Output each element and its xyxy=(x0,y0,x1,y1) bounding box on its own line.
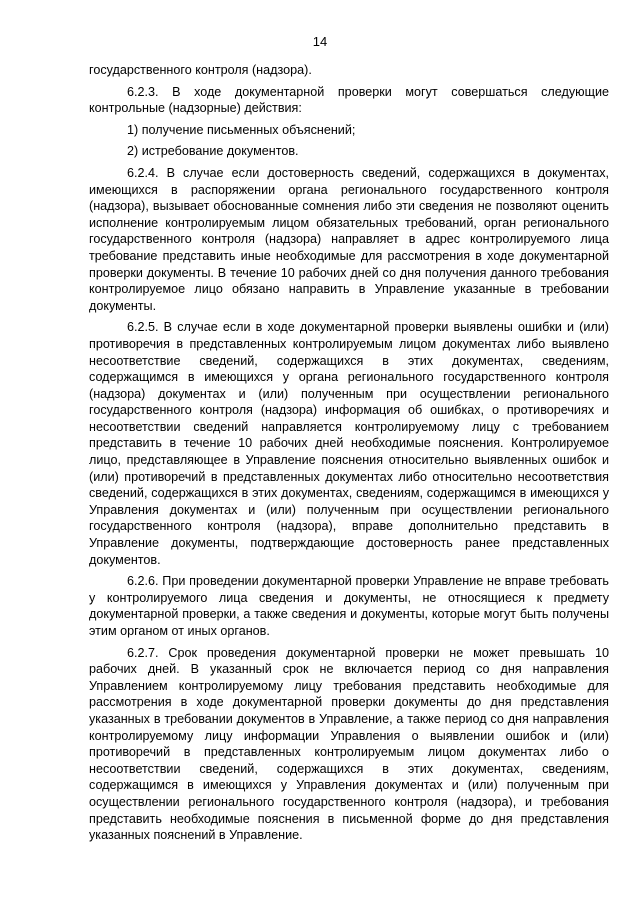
paragraph-6-2-5: 6.2.5. В случае если в ходе документарной проверки выявлены ошибки и (или) противоречия в представленных контролируемым лицом документах либо выявлено несоответствие сведений, содержащихся в этих документах, сведениям, содержащимся в имеющихся у органа регионального государственного контроля (надзора) документах и (или) полученным при осуществлении регионального государственного контроля (надзора) информация об ошибках, о противоречиях и несоответствии сведений направляется контролируемому лицу с требованием представить в течение 10 рабочих дней необходимые пояснения. Контролируемое лицо, представляющее в Управление пояснения относительно выявленных ошибок и (или) противоречий в представленных документах либо относительно несоответствия сведений, содержащихся в этих документах, сведениям, содержащимся в имеющихся у Управления документах и (или) полученным при осуществлении регионального государственного контроля (надзора), вправе дополнительно представить в Управление документы, подтверждающие достоверность ранее представленных документов. xyxy=(89,320,609,567)
paragraph-6-2-4: 6.2.4. В случае если достоверность сведений, содержащихся в документах, имеющихся в распоряжении органа регионального государственного контроля (надзора), вызывает обоснованные сомнения либо эти сведения не позволяют оценить исполнение контролируемым лицом обязательных требований, орган регионального государственного контроля (надзора) направляет в адрес контролируемого лица требование представить иные необходимые для рассмотрения в ходе документарной проверки документы. В течение 10 рабочих дней со дня получения данного требования контролируемое лицо обязано направить в Управление указанные в требовании документы. xyxy=(89,165,609,313)
paragraph-6-2-3: 6.2.3. В ходе документарной проверки могут совершаться следующие контрольные (надзорные) действия: xyxy=(89,84,609,116)
list-item-1: 1) получение письменных объяснений; xyxy=(127,122,356,137)
paragraph-continuation: государственного контроля (надзора). xyxy=(89,63,312,77)
document-body xyxy=(89,62,609,849)
page-number: 14 xyxy=(312,34,328,49)
paragraph-6-2-7: 6.2.7. Срок проведения документарной проверки не может превышать 10 рабочих дней. В указанный срок не включается период со дня направления Управлением контролируемому лицу требования представить необходимые для рассмотрения в ходе документарной проверки документы до дня представления указанных в требовании документов в Управление, а также период со дня направления контролируемому лицу информации Управления о выявлении ошибок и (или) противоречий в представленных контролируемым лицом документах либо о несоответствии сведений, содержащихся в этих документах, сведениям, содержащимся в имеющихся у Управления документах и (или) полученным при осуществлении регионального государственного контроля (надзора), и требования представить необходимые пояснения в письменной форме до дня представления указанных пояснений в Управление. xyxy=(89,645,609,843)
list-item-2: 2) истребование документов. xyxy=(127,144,299,159)
paragraph-6-2-6: 6.2.6. При проведении документарной проверки Управление не вправе требовать у контролируемого лица сведения и документы, не относящиеся к предмету документарной проверки, а также сведения и документы, которые могут быть получены этим органом от иных органов. xyxy=(89,574,609,638)
